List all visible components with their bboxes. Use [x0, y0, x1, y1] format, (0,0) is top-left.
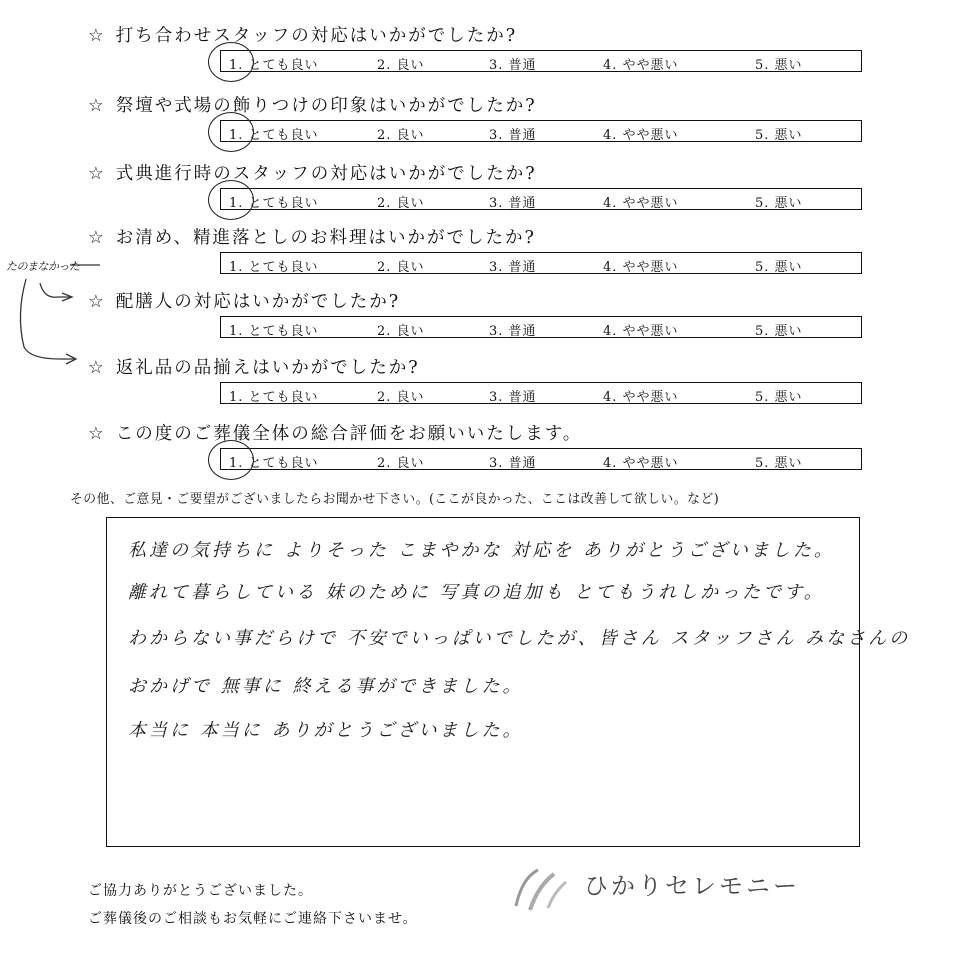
rating-option-5[interactable]: 5. 悪い — [755, 456, 803, 471]
rating-option-4[interactable]: 4. やや悪い — [603, 196, 679, 211]
rating-option-2[interactable]: 2. 良い — [377, 58, 425, 73]
rating-options-5 — [220, 316, 862, 338]
margin-note: たのまなかった — [6, 260, 80, 273]
rating-option-2[interactable]: 2. 良い — [377, 196, 425, 211]
question-text: 祭壇や式場の飾りつけの印象はいかがでしたか? — [115, 96, 537, 116]
comment-prompt: その他、ご意見・ご要望がございましたらお聞かせ下さい。(ここが良かった、ここは改善して欲しい。など) — [70, 492, 720, 507]
comment-line-5: 本当に 本当に ありがとうございました。 — [128, 720, 524, 741]
selected-circle — [208, 112, 254, 152]
rating-option-3[interactable]: 3. 普通 — [489, 324, 537, 339]
rating-options-6 — [220, 382, 862, 404]
star-icon: ☆ — [88, 26, 106, 46]
star-icon: ☆ — [88, 292, 106, 312]
rating-option-5[interactable]: 5. 悪い — [755, 128, 803, 143]
comment-line-1: 私達の気持ちに よりそった こまやかな 対応を ありがとうございました。 — [128, 540, 835, 561]
margin-arrows — [0, 255, 100, 375]
question-3 — [88, 160, 537, 185]
rating-option-4[interactable]: 4. やや悪い — [603, 324, 679, 339]
rating-option-1[interactable]: 1. とても良い — [229, 260, 319, 275]
rating-option-3[interactable]: 3. 普通 — [489, 196, 537, 211]
rating-option-5[interactable]: 5. 悪い — [755, 58, 803, 73]
rating-option-2[interactable]: 2. 良い — [377, 390, 425, 405]
star-icon: ☆ — [88, 228, 106, 248]
question-7 — [88, 420, 582, 445]
rating-option-3[interactable]: 3. 普通 — [489, 58, 537, 73]
question-text: 打ち合わせスタッフの対応はいかがでしたか? — [115, 26, 518, 46]
selected-circle — [208, 42, 254, 82]
star-icon: ☆ — [88, 358, 106, 378]
rating-option-1[interactable]: 1. とても良い — [229, 196, 319, 211]
question-6 — [88, 354, 420, 379]
comment-line-4: おかげで 無事に 終える事ができました。 — [128, 676, 524, 697]
question-text: この度のご葬儀全体の総合評価をお願いいたします。 — [115, 424, 583, 444]
question-1 — [88, 22, 517, 47]
comment-line-2: 離れて暮らしている 妹のために 写真の追加も とてもうれしかったです。 — [128, 582, 825, 603]
rating-option-3[interactable]: 3. 普通 — [489, 260, 537, 275]
rating-option-5[interactable]: 5. 悪い — [755, 324, 803, 339]
rating-option-2[interactable]: 2. 良い — [377, 128, 425, 143]
rating-option-1[interactable]: 1. とても良い — [229, 58, 319, 73]
rating-option-2[interactable]: 2. 良い — [377, 324, 425, 339]
rating-options-3 — [220, 188, 862, 210]
rating-option-1[interactable]: 1. とても良い — [229, 324, 319, 339]
star-icon: ☆ — [88, 96, 106, 116]
rating-option-1[interactable]: 1. とても良い — [229, 456, 319, 471]
rating-option-2[interactable]: 2. 良い — [377, 260, 425, 275]
star-icon: ☆ — [88, 424, 106, 444]
rating-option-4[interactable]: 4. やや悪い — [603, 260, 679, 275]
question-5 — [88, 288, 400, 313]
closing-consult: ご葬儀後のご相談もお気軽にご連絡下さいませ。 — [88, 911, 418, 927]
rating-option-5[interactable]: 5. 悪い — [755, 196, 803, 211]
rating-option-3[interactable]: 3. 普通 — [489, 128, 537, 143]
question-text: 式典進行時のスタッフの対応はいかがでしたか? — [115, 164, 537, 184]
rating-options-4 — [220, 252, 862, 274]
selected-circle — [208, 440, 254, 480]
rating-option-4[interactable]: 4. やや悪い — [603, 456, 679, 471]
rating-option-5[interactable]: 5. 悪い — [755, 260, 803, 275]
question-text: お清め、精進落としのお料理はいかがでしたか? — [115, 228, 536, 248]
rating-option-2[interactable]: 2. 良い — [377, 456, 425, 471]
rating-options-2 — [220, 120, 862, 142]
rating-option-3[interactable]: 3. 普通 — [489, 390, 537, 405]
selected-circle — [208, 180, 254, 220]
rating-option-4[interactable]: 4. やや悪い — [603, 58, 679, 73]
rating-option-5[interactable]: 5. 悪い — [755, 390, 803, 405]
question-text: 返礼品の品揃えはいかがでしたか? — [115, 358, 420, 378]
closing-thanks: ご協力ありがとうございました。 — [88, 883, 313, 899]
question-text: 配膳人の対応はいかがでしたか? — [115, 292, 401, 312]
rating-option-1[interactable]: 1. とても良い — [229, 128, 319, 143]
question-2 — [88, 92, 537, 117]
rating-option-4[interactable]: 4. やや悪い — [603, 390, 679, 405]
star-icon: ☆ — [88, 164, 106, 184]
rating-option-4[interactable]: 4. やや悪い — [603, 128, 679, 143]
comment-line-3: わからない事だらけで 不安でいっぱいでしたが、皆さん スタッフさん みなさんの — [128, 628, 911, 649]
rating-option-3[interactable]: 3. 普通 — [489, 456, 537, 471]
company-logo-name: ひかりセレモニー — [584, 872, 800, 900]
rating-options-7 — [220, 448, 862, 470]
rating-option-1[interactable]: 1. とても良い — [229, 390, 319, 405]
rating-options-1 — [220, 50, 862, 72]
question-4 — [88, 224, 536, 249]
